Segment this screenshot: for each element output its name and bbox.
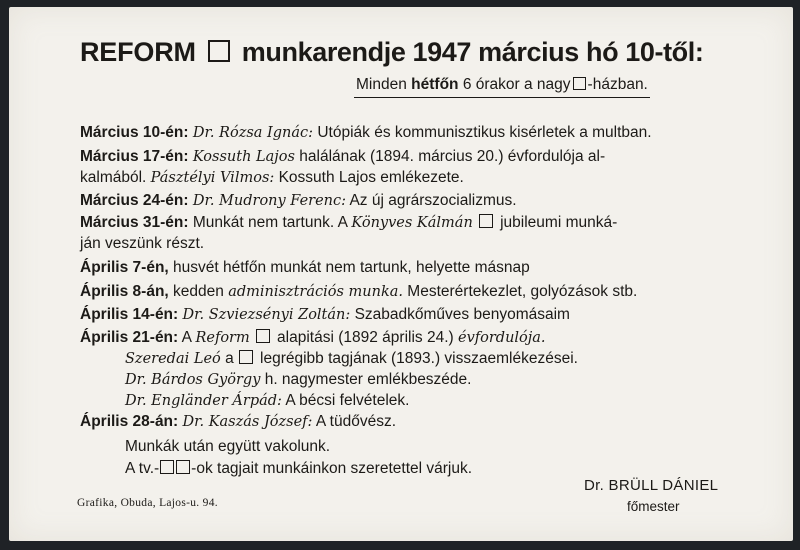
lodge-square-icon (479, 214, 493, 228)
closing-line-2: A tv.- -ok tagjait munkáinkon szeretettel várjuk. (125, 460, 473, 477)
schedule-row-march-31-cont: ján veszünk részt. (80, 235, 205, 252)
schedule-row-april-7: Április 7-én, husvét hétfőn munkát nem tartunk, helyette másnap (80, 259, 530, 276)
schedule-row-april-14: Április 14-én: Dr. Szviezsényi Zoltán: Szabadkőműves benyomásaim (80, 306, 570, 323)
lodge-square-icon (573, 77, 586, 90)
lodge-square-icon (208, 40, 230, 62)
schedule-row-april-8: Április 8-án, kedden adminisztrációs munka. Mesterértekezlet, golyózások stb. (80, 283, 638, 300)
title-lead: REFORM (80, 37, 196, 67)
schedule-row-march-17-cont: kalmából. Pásztélyi Vilmos: Kossuth Lajos emlékezete. (80, 169, 464, 186)
schedule-row-april-21-d: Dr. Engländer Árpád: A bécsi felvételek. (125, 392, 410, 409)
lodge-square-icon (160, 460, 174, 474)
invitation-card (9, 7, 793, 541)
schedule-row-march-31: Március 31-én: Munkát nem tartunk. A Könyves Kálmán jubileumi munká- (80, 214, 618, 231)
signature-role: főmester (627, 499, 680, 514)
closing-line-1: Munkák után együtt vakolunk. (125, 438, 331, 455)
title-rest: munkarendje 1947 március hó 10-től: (241, 37, 704, 67)
schedule-row-march-10: Március 10-én: Dr. Rózsa Ignác: Utópiák és kommunisztikus kisérletek a multban. (80, 124, 652, 141)
lodge-square-icon (256, 329, 270, 343)
schedule-row-march-17: Március 17-én: Kossuth Lajos halálának (1894. március 20.) évfordulója al- (80, 148, 606, 165)
meeting-subtitle: Minden hétfőn 6 órakor a nagy -házban. (354, 76, 650, 98)
schedule-row-march-24: Március 24-én: Dr. Mudrony Ferenc: Az új agrárszocializmus. (80, 192, 517, 209)
lodge-square-icon (239, 350, 253, 364)
printer-imprint: Grafika, Obuda, Lajos-u. 94. (77, 497, 218, 509)
schedule-row-april-28: Április 28-án: Dr. Kaszás József: A tüdővész. (80, 413, 397, 430)
schedule-row-april-21: Április 21-én: A Reform alapitási (1892 április 24.) évfordulója. (80, 329, 546, 346)
lodge-square-icon (176, 460, 190, 474)
page-title (80, 37, 703, 68)
signature-name: Dr. BRÜLL DÁNIEL (584, 477, 719, 494)
schedule-row-april-21-c: Dr. Bárdos György h. nagymester emlékbeszéde. (125, 371, 472, 388)
schedule-row-april-21-b: Szeredai Leó a legrégibb tagjának (1893.) visszaemlékezései. (125, 350, 578, 367)
